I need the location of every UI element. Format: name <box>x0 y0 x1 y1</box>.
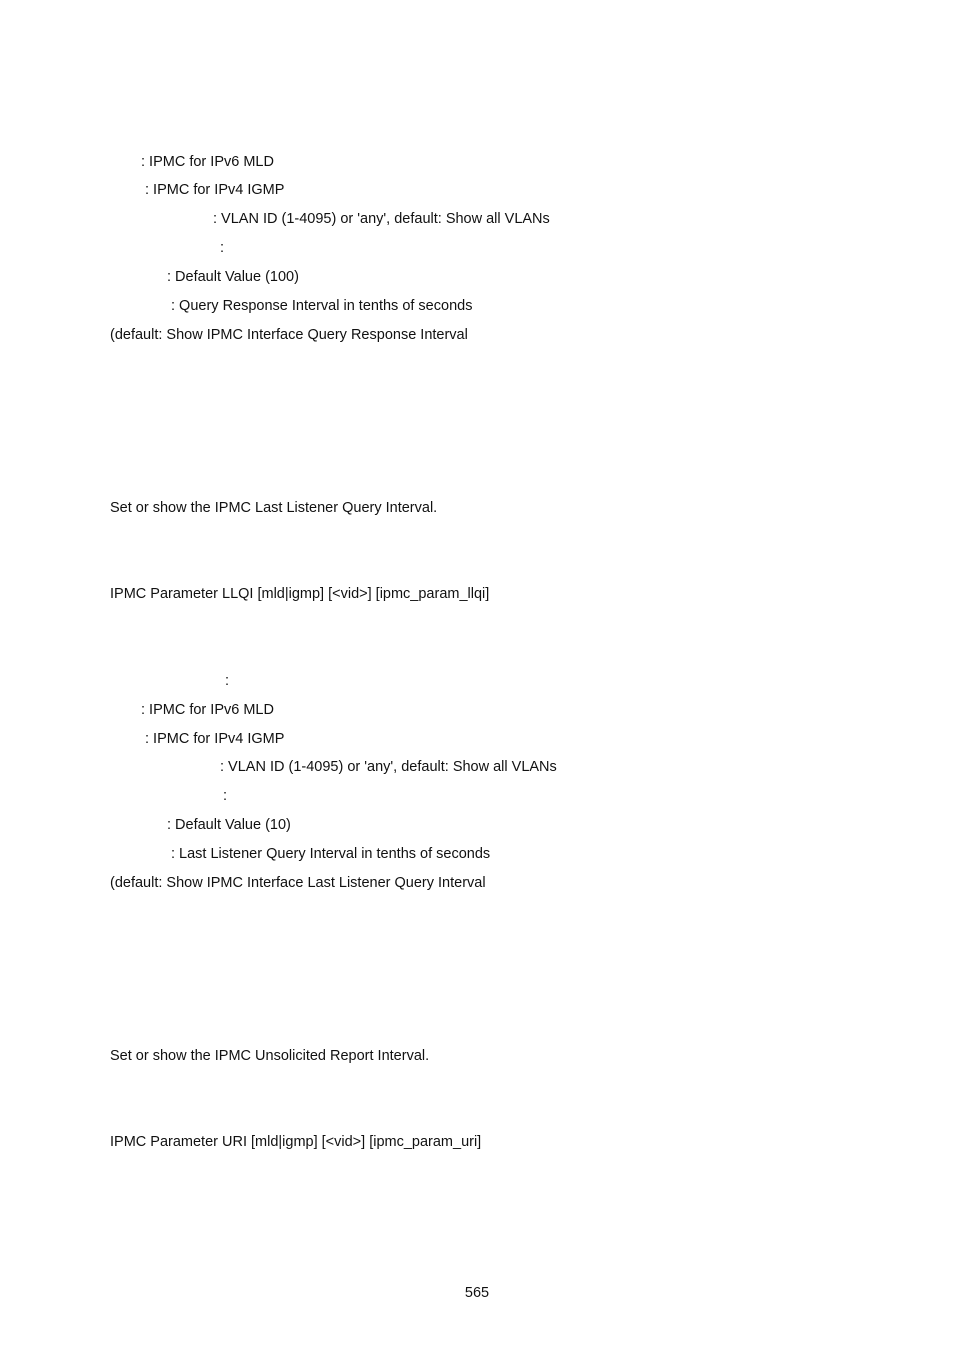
param-rqi-colon: : <box>220 240 225 256</box>
param-igmp: : IPMC for IPv4 IGMP <box>145 182 285 198</box>
command-syntax: IPMC Parameter URI [mld|igmp] [<vid>] [ipmc_param_uri] <box>110 1134 482 1150</box>
command-syntax: IPMC Parameter LLQI [mld|igmp] [<vid>] [ipmc_param_llqi] <box>110 586 490 602</box>
param-default-show: (default: Show IPMC Interface Query Response Interval <box>110 327 468 343</box>
param-default-show: (default: Show IPMC Interface Last Listener Query Interval <box>110 875 486 891</box>
param-default-value: : Default Value (100) <box>167 269 299 285</box>
param-description: : Last Listener Query Interval in tenths of seconds <box>171 846 491 862</box>
param-vid: : VLAN ID (1-4095) or 'any', default: Show all VLANs <box>213 211 550 227</box>
parameter-header-colon: : <box>225 673 230 689</box>
param-mld: : IPMC for IPv6 MLD <box>141 702 274 718</box>
param-mld: : IPMC for IPv6 MLD <box>141 154 274 170</box>
param-vid: : VLAN ID (1-4095) or 'any', default: Show all VLANs <box>220 759 557 775</box>
param-description: : Query Response Interval in tenths of seconds <box>171 298 473 314</box>
section-description: Set or show the IPMC Last Listener Query Interval. <box>110 500 438 516</box>
param-igmp: : IPMC for IPv4 IGMP <box>145 731 285 747</box>
section-description: Set or show the IPMC Unsolicited Report Interval. <box>110 1048 430 1064</box>
page-number: 565 <box>464 1285 490 1301</box>
param-llqi-colon: : <box>223 788 228 804</box>
param-default-value: : Default Value (10) <box>167 817 291 833</box>
